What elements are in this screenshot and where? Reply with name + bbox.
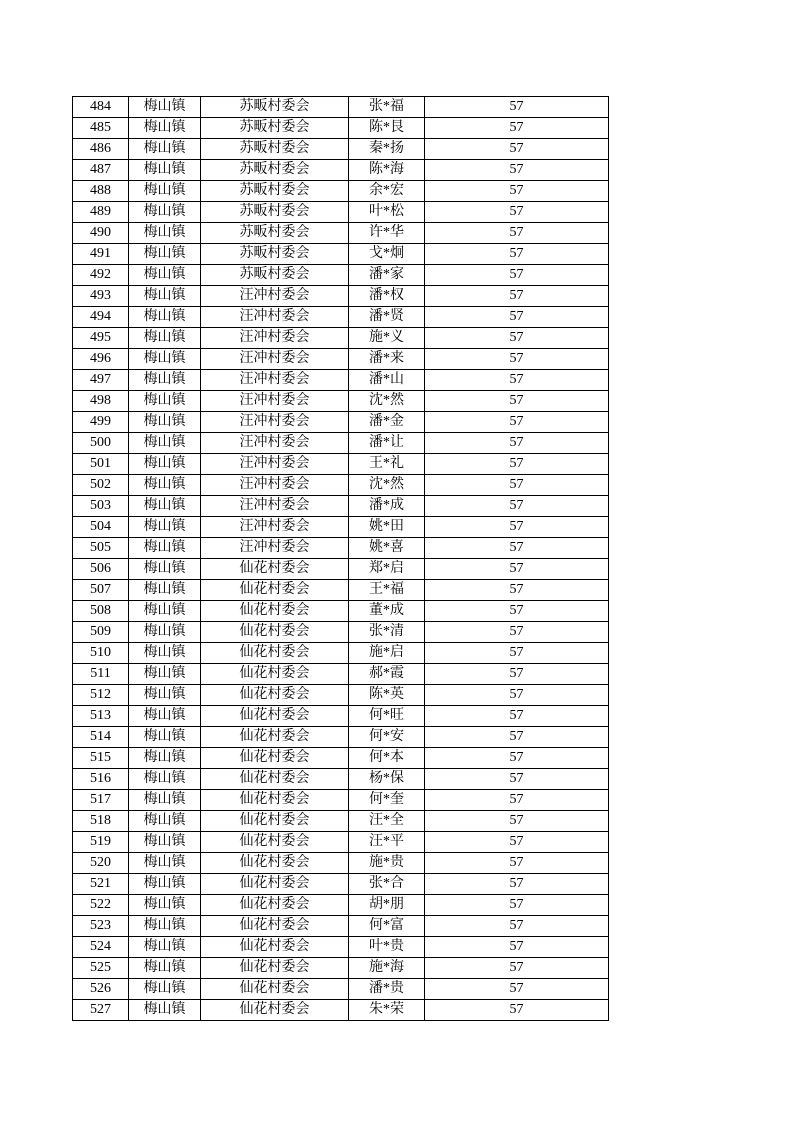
name-cell: 张*合	[349, 874, 425, 895]
amount-cell: 57	[425, 286, 609, 307]
table-row	[73, 811, 609, 832]
amount-cell: 57	[425, 97, 609, 118]
town-cell: 梅山镇	[129, 412, 201, 433]
town-cell: 梅山镇	[129, 937, 201, 958]
row-number-cell: 518	[73, 811, 129, 832]
row-number-cell: 495	[73, 328, 129, 349]
table-row	[73, 559, 609, 580]
row-number-cell: 499	[73, 412, 129, 433]
town-cell: 梅山镇	[129, 307, 201, 328]
town-cell: 梅山镇	[129, 328, 201, 349]
amount-cell: 57	[425, 370, 609, 391]
amount-cell: 57	[425, 811, 609, 832]
amount-cell: 57	[425, 832, 609, 853]
village-committee-cell: 汪冲村委会	[201, 433, 349, 454]
village-committee-cell: 汪冲村委会	[201, 349, 349, 370]
amount-cell: 57	[425, 958, 609, 979]
village-committee-cell: 仙花村委会	[201, 958, 349, 979]
town-cell: 梅山镇	[129, 475, 201, 496]
name-cell: 张*福	[349, 97, 425, 118]
table-row	[73, 370, 609, 391]
village-committee-cell: 仙花村委会	[201, 832, 349, 853]
town-cell: 梅山镇	[129, 874, 201, 895]
village-committee-cell: 汪冲村委会	[201, 391, 349, 412]
table-row	[73, 790, 609, 811]
row-number-cell: 500	[73, 433, 129, 454]
name-cell: 施*启	[349, 643, 425, 664]
amount-cell: 57	[425, 496, 609, 517]
town-cell: 梅山镇	[129, 517, 201, 538]
name-cell: 潘*让	[349, 433, 425, 454]
name-cell: 沈*然	[349, 391, 425, 412]
amount-cell: 57	[425, 391, 609, 412]
row-number-cell: 520	[73, 853, 129, 874]
table-row	[73, 958, 609, 979]
name-cell: 汪*全	[349, 811, 425, 832]
amount-cell: 57	[425, 769, 609, 790]
village-committee-cell: 仙花村委会	[201, 895, 349, 916]
amount-cell: 57	[425, 790, 609, 811]
village-committee-cell: 苏畈村委会	[201, 97, 349, 118]
town-cell: 梅山镇	[129, 748, 201, 769]
amount-cell: 57	[425, 202, 609, 223]
village-committee-cell: 仙花村委会	[201, 769, 349, 790]
row-number-cell: 487	[73, 160, 129, 181]
amount-cell: 57	[425, 748, 609, 769]
town-cell: 梅山镇	[129, 454, 201, 475]
amount-cell: 57	[425, 979, 609, 1000]
row-number-cell: 522	[73, 895, 129, 916]
row-number-cell: 489	[73, 202, 129, 223]
village-committee-cell: 仙花村委会	[201, 811, 349, 832]
town-cell: 梅山镇	[129, 538, 201, 559]
row-number-cell: 512	[73, 685, 129, 706]
amount-cell: 57	[425, 412, 609, 433]
town-cell: 梅山镇	[129, 496, 201, 517]
town-cell: 梅山镇	[129, 685, 201, 706]
village-committee-cell: 仙花村委会	[201, 706, 349, 727]
town-cell: 梅山镇	[129, 118, 201, 139]
name-cell: 陈*艮	[349, 118, 425, 139]
row-number-cell: 513	[73, 706, 129, 727]
name-cell: 何*奎	[349, 790, 425, 811]
town-cell: 梅山镇	[129, 958, 201, 979]
row-number-cell: 516	[73, 769, 129, 790]
table-body	[73, 97, 609, 1021]
row-number-cell: 524	[73, 937, 129, 958]
town-cell: 梅山镇	[129, 391, 201, 412]
row-number-cell: 517	[73, 790, 129, 811]
table-row	[73, 181, 609, 202]
amount-cell: 57	[425, 538, 609, 559]
row-number-cell: 519	[73, 832, 129, 853]
row-number-cell: 504	[73, 517, 129, 538]
town-cell: 梅山镇	[129, 97, 201, 118]
name-cell: 潘*权	[349, 286, 425, 307]
row-number-cell: 497	[73, 370, 129, 391]
row-number-cell: 491	[73, 244, 129, 265]
town-cell: 梅山镇	[129, 706, 201, 727]
amount-cell: 57	[425, 895, 609, 916]
table-row	[73, 895, 609, 916]
town-cell: 梅山镇	[129, 853, 201, 874]
row-number-cell: 496	[73, 349, 129, 370]
name-cell: 杨*保	[349, 769, 425, 790]
table-row	[73, 286, 609, 307]
table-row	[73, 139, 609, 160]
table-row	[73, 769, 609, 790]
name-cell: 姚*喜	[349, 538, 425, 559]
town-cell: 梅山镇	[129, 181, 201, 202]
village-committee-cell: 仙花村委会	[201, 937, 349, 958]
village-committee-cell: 仙花村委会	[201, 790, 349, 811]
amount-cell: 57	[425, 265, 609, 286]
village-committee-cell: 汪冲村委会	[201, 286, 349, 307]
name-cell: 潘*来	[349, 349, 425, 370]
name-cell: 何*富	[349, 916, 425, 937]
table-row	[73, 916, 609, 937]
name-cell: 秦*扬	[349, 139, 425, 160]
table-row	[73, 832, 609, 853]
village-committee-cell: 苏畈村委会	[201, 181, 349, 202]
table-row	[73, 853, 609, 874]
row-number-cell: 484	[73, 97, 129, 118]
village-committee-cell: 仙花村委会	[201, 727, 349, 748]
row-number-cell: 505	[73, 538, 129, 559]
row-number-cell: 521	[73, 874, 129, 895]
village-committee-cell: 汪冲村委会	[201, 517, 349, 538]
row-number-cell: 490	[73, 223, 129, 244]
table-row	[73, 643, 609, 664]
table-row	[73, 979, 609, 1000]
amount-cell: 57	[425, 118, 609, 139]
table-row	[73, 244, 609, 265]
amount-cell: 57	[425, 1000, 609, 1021]
name-cell: 潘*山	[349, 370, 425, 391]
amount-cell: 57	[425, 601, 609, 622]
village-committee-cell: 苏畈村委会	[201, 139, 349, 160]
name-cell: 汪*平	[349, 832, 425, 853]
town-cell: 梅山镇	[129, 580, 201, 601]
amount-cell: 57	[425, 685, 609, 706]
amount-cell: 57	[425, 475, 609, 496]
village-committee-cell: 苏畈村委会	[201, 244, 349, 265]
table-row	[73, 307, 609, 328]
name-cell: 施*义	[349, 328, 425, 349]
table-row	[73, 496, 609, 517]
table-row	[73, 475, 609, 496]
name-cell: 王*礼	[349, 454, 425, 475]
amount-cell: 57	[425, 874, 609, 895]
row-number-cell: 494	[73, 307, 129, 328]
village-committee-cell: 仙花村委会	[201, 916, 349, 937]
town-cell: 梅山镇	[129, 769, 201, 790]
amount-cell: 57	[425, 559, 609, 580]
amount-cell: 57	[425, 454, 609, 475]
village-committee-cell: 汪冲村委会	[201, 538, 349, 559]
row-number-cell: 511	[73, 664, 129, 685]
table-row	[73, 328, 609, 349]
table-row	[73, 391, 609, 412]
amount-cell: 57	[425, 580, 609, 601]
village-committee-cell: 仙花村委会	[201, 559, 349, 580]
village-committee-cell: 汪冲村委会	[201, 307, 349, 328]
town-cell: 梅山镇	[129, 622, 201, 643]
amount-cell: 57	[425, 433, 609, 454]
table-row	[73, 349, 609, 370]
row-number-cell: 508	[73, 601, 129, 622]
row-number-cell: 507	[73, 580, 129, 601]
name-cell: 姚*田	[349, 517, 425, 538]
village-committee-cell: 苏畈村委会	[201, 202, 349, 223]
amount-cell: 57	[425, 328, 609, 349]
town-cell: 梅山镇	[129, 811, 201, 832]
village-committee-cell: 仙花村委会	[201, 853, 349, 874]
name-cell: 叶*贵	[349, 937, 425, 958]
village-committee-cell: 仙花村委会	[201, 601, 349, 622]
row-number-cell: 501	[73, 454, 129, 475]
town-cell: 梅山镇	[129, 1000, 201, 1021]
village-committee-cell: 苏畈村委会	[201, 118, 349, 139]
town-cell: 梅山镇	[129, 601, 201, 622]
table-row	[73, 538, 609, 559]
table-row	[73, 727, 609, 748]
table-row	[73, 664, 609, 685]
table-row	[73, 454, 609, 475]
town-cell: 梅山镇	[129, 265, 201, 286]
table-row	[73, 685, 609, 706]
town-cell: 梅山镇	[129, 832, 201, 853]
town-cell: 梅山镇	[129, 895, 201, 916]
row-number-cell: 509	[73, 622, 129, 643]
table-row	[73, 160, 609, 181]
name-cell: 何*本	[349, 748, 425, 769]
row-number-cell: 523	[73, 916, 129, 937]
name-cell: 潘*贵	[349, 979, 425, 1000]
table-row	[73, 118, 609, 139]
village-committee-cell: 汪冲村委会	[201, 475, 349, 496]
name-cell: 潘*成	[349, 496, 425, 517]
table-row	[73, 412, 609, 433]
name-cell: 张*清	[349, 622, 425, 643]
row-number-cell: 492	[73, 265, 129, 286]
amount-cell: 57	[425, 664, 609, 685]
amount-cell: 57	[425, 853, 609, 874]
village-committee-cell: 仙花村委会	[201, 685, 349, 706]
town-cell: 梅山镇	[129, 559, 201, 580]
amount-cell: 57	[425, 244, 609, 265]
row-number-cell: 510	[73, 643, 129, 664]
name-cell: 何*旺	[349, 706, 425, 727]
table-row	[73, 748, 609, 769]
amount-cell: 57	[425, 349, 609, 370]
name-cell: 何*安	[349, 727, 425, 748]
row-number-cell: 503	[73, 496, 129, 517]
village-committee-cell: 苏畈村委会	[201, 160, 349, 181]
village-committee-cell: 仙花村委会	[201, 748, 349, 769]
village-committee-cell: 仙花村委会	[201, 643, 349, 664]
village-committee-cell: 汪冲村委会	[201, 370, 349, 391]
town-cell: 梅山镇	[129, 349, 201, 370]
town-cell: 梅山镇	[129, 643, 201, 664]
name-cell: 潘*家	[349, 265, 425, 286]
name-cell: 朱*荣	[349, 1000, 425, 1021]
village-committee-cell: 苏畈村委会	[201, 265, 349, 286]
town-cell: 梅山镇	[129, 790, 201, 811]
village-committee-cell: 汪冲村委会	[201, 496, 349, 517]
row-number-cell: 488	[73, 181, 129, 202]
village-committee-cell: 仙花村委会	[201, 622, 349, 643]
town-cell: 梅山镇	[129, 160, 201, 181]
table-row	[73, 433, 609, 454]
amount-cell: 57	[425, 643, 609, 664]
table-row	[73, 580, 609, 601]
amount-cell: 57	[425, 937, 609, 958]
data-table	[72, 96, 609, 1021]
town-cell: 梅山镇	[129, 979, 201, 1000]
row-number-cell: 486	[73, 139, 129, 160]
amount-cell: 57	[425, 706, 609, 727]
amount-cell: 57	[425, 181, 609, 202]
table-row	[73, 601, 609, 622]
village-committee-cell: 苏畈村委会	[201, 223, 349, 244]
village-committee-cell: 仙花村委会	[201, 979, 349, 1000]
amount-cell: 57	[425, 727, 609, 748]
row-number-cell: 493	[73, 286, 129, 307]
name-cell: 郑*启	[349, 559, 425, 580]
town-cell: 梅山镇	[129, 202, 201, 223]
row-number-cell: 498	[73, 391, 129, 412]
name-cell: 董*成	[349, 601, 425, 622]
table-row	[73, 223, 609, 244]
amount-cell: 57	[425, 916, 609, 937]
amount-cell: 57	[425, 223, 609, 244]
town-cell: 梅山镇	[129, 433, 201, 454]
name-cell: 余*宏	[349, 181, 425, 202]
table-row	[73, 874, 609, 895]
village-committee-cell: 仙花村委会	[201, 874, 349, 895]
amount-cell: 57	[425, 622, 609, 643]
row-number-cell: 506	[73, 559, 129, 580]
name-cell: 潘*贤	[349, 307, 425, 328]
town-cell: 梅山镇	[129, 916, 201, 937]
town-cell: 梅山镇	[129, 139, 201, 160]
row-number-cell: 502	[73, 475, 129, 496]
row-number-cell: 525	[73, 958, 129, 979]
name-cell: 郝*霞	[349, 664, 425, 685]
table-row	[73, 202, 609, 223]
row-number-cell: 527	[73, 1000, 129, 1021]
town-cell: 梅山镇	[129, 244, 201, 265]
table-row	[73, 517, 609, 538]
name-cell: 叶*松	[349, 202, 425, 223]
table-row	[73, 937, 609, 958]
name-cell: 陈*英	[349, 685, 425, 706]
town-cell: 梅山镇	[129, 664, 201, 685]
town-cell: 梅山镇	[129, 223, 201, 244]
table-row	[73, 265, 609, 286]
village-committee-cell: 汪冲村委会	[201, 328, 349, 349]
village-committee-cell: 仙花村委会	[201, 1000, 349, 1021]
town-cell: 梅山镇	[129, 286, 201, 307]
amount-cell: 57	[425, 517, 609, 538]
name-cell: 戈*炯	[349, 244, 425, 265]
name-cell: 施*贵	[349, 853, 425, 874]
amount-cell: 57	[425, 160, 609, 181]
town-cell: 梅山镇	[129, 370, 201, 391]
village-committee-cell: 汪冲村委会	[201, 412, 349, 433]
name-cell: 潘*金	[349, 412, 425, 433]
table-row	[73, 1000, 609, 1021]
row-number-cell: 485	[73, 118, 129, 139]
amount-cell: 57	[425, 307, 609, 328]
name-cell: 施*海	[349, 958, 425, 979]
table-row	[73, 706, 609, 727]
village-committee-cell: 仙花村委会	[201, 580, 349, 601]
row-number-cell: 526	[73, 979, 129, 1000]
row-number-cell: 515	[73, 748, 129, 769]
name-cell: 胡*朋	[349, 895, 425, 916]
village-committee-cell: 汪冲村委会	[201, 454, 349, 475]
row-number-cell: 514	[73, 727, 129, 748]
name-cell: 王*福	[349, 580, 425, 601]
village-committee-cell: 仙花村委会	[201, 664, 349, 685]
name-cell: 许*华	[349, 223, 425, 244]
town-cell: 梅山镇	[129, 727, 201, 748]
name-cell: 陈*海	[349, 160, 425, 181]
table-row	[73, 97, 609, 118]
name-cell: 沈*然	[349, 475, 425, 496]
table-row	[73, 622, 609, 643]
amount-cell: 57	[425, 139, 609, 160]
